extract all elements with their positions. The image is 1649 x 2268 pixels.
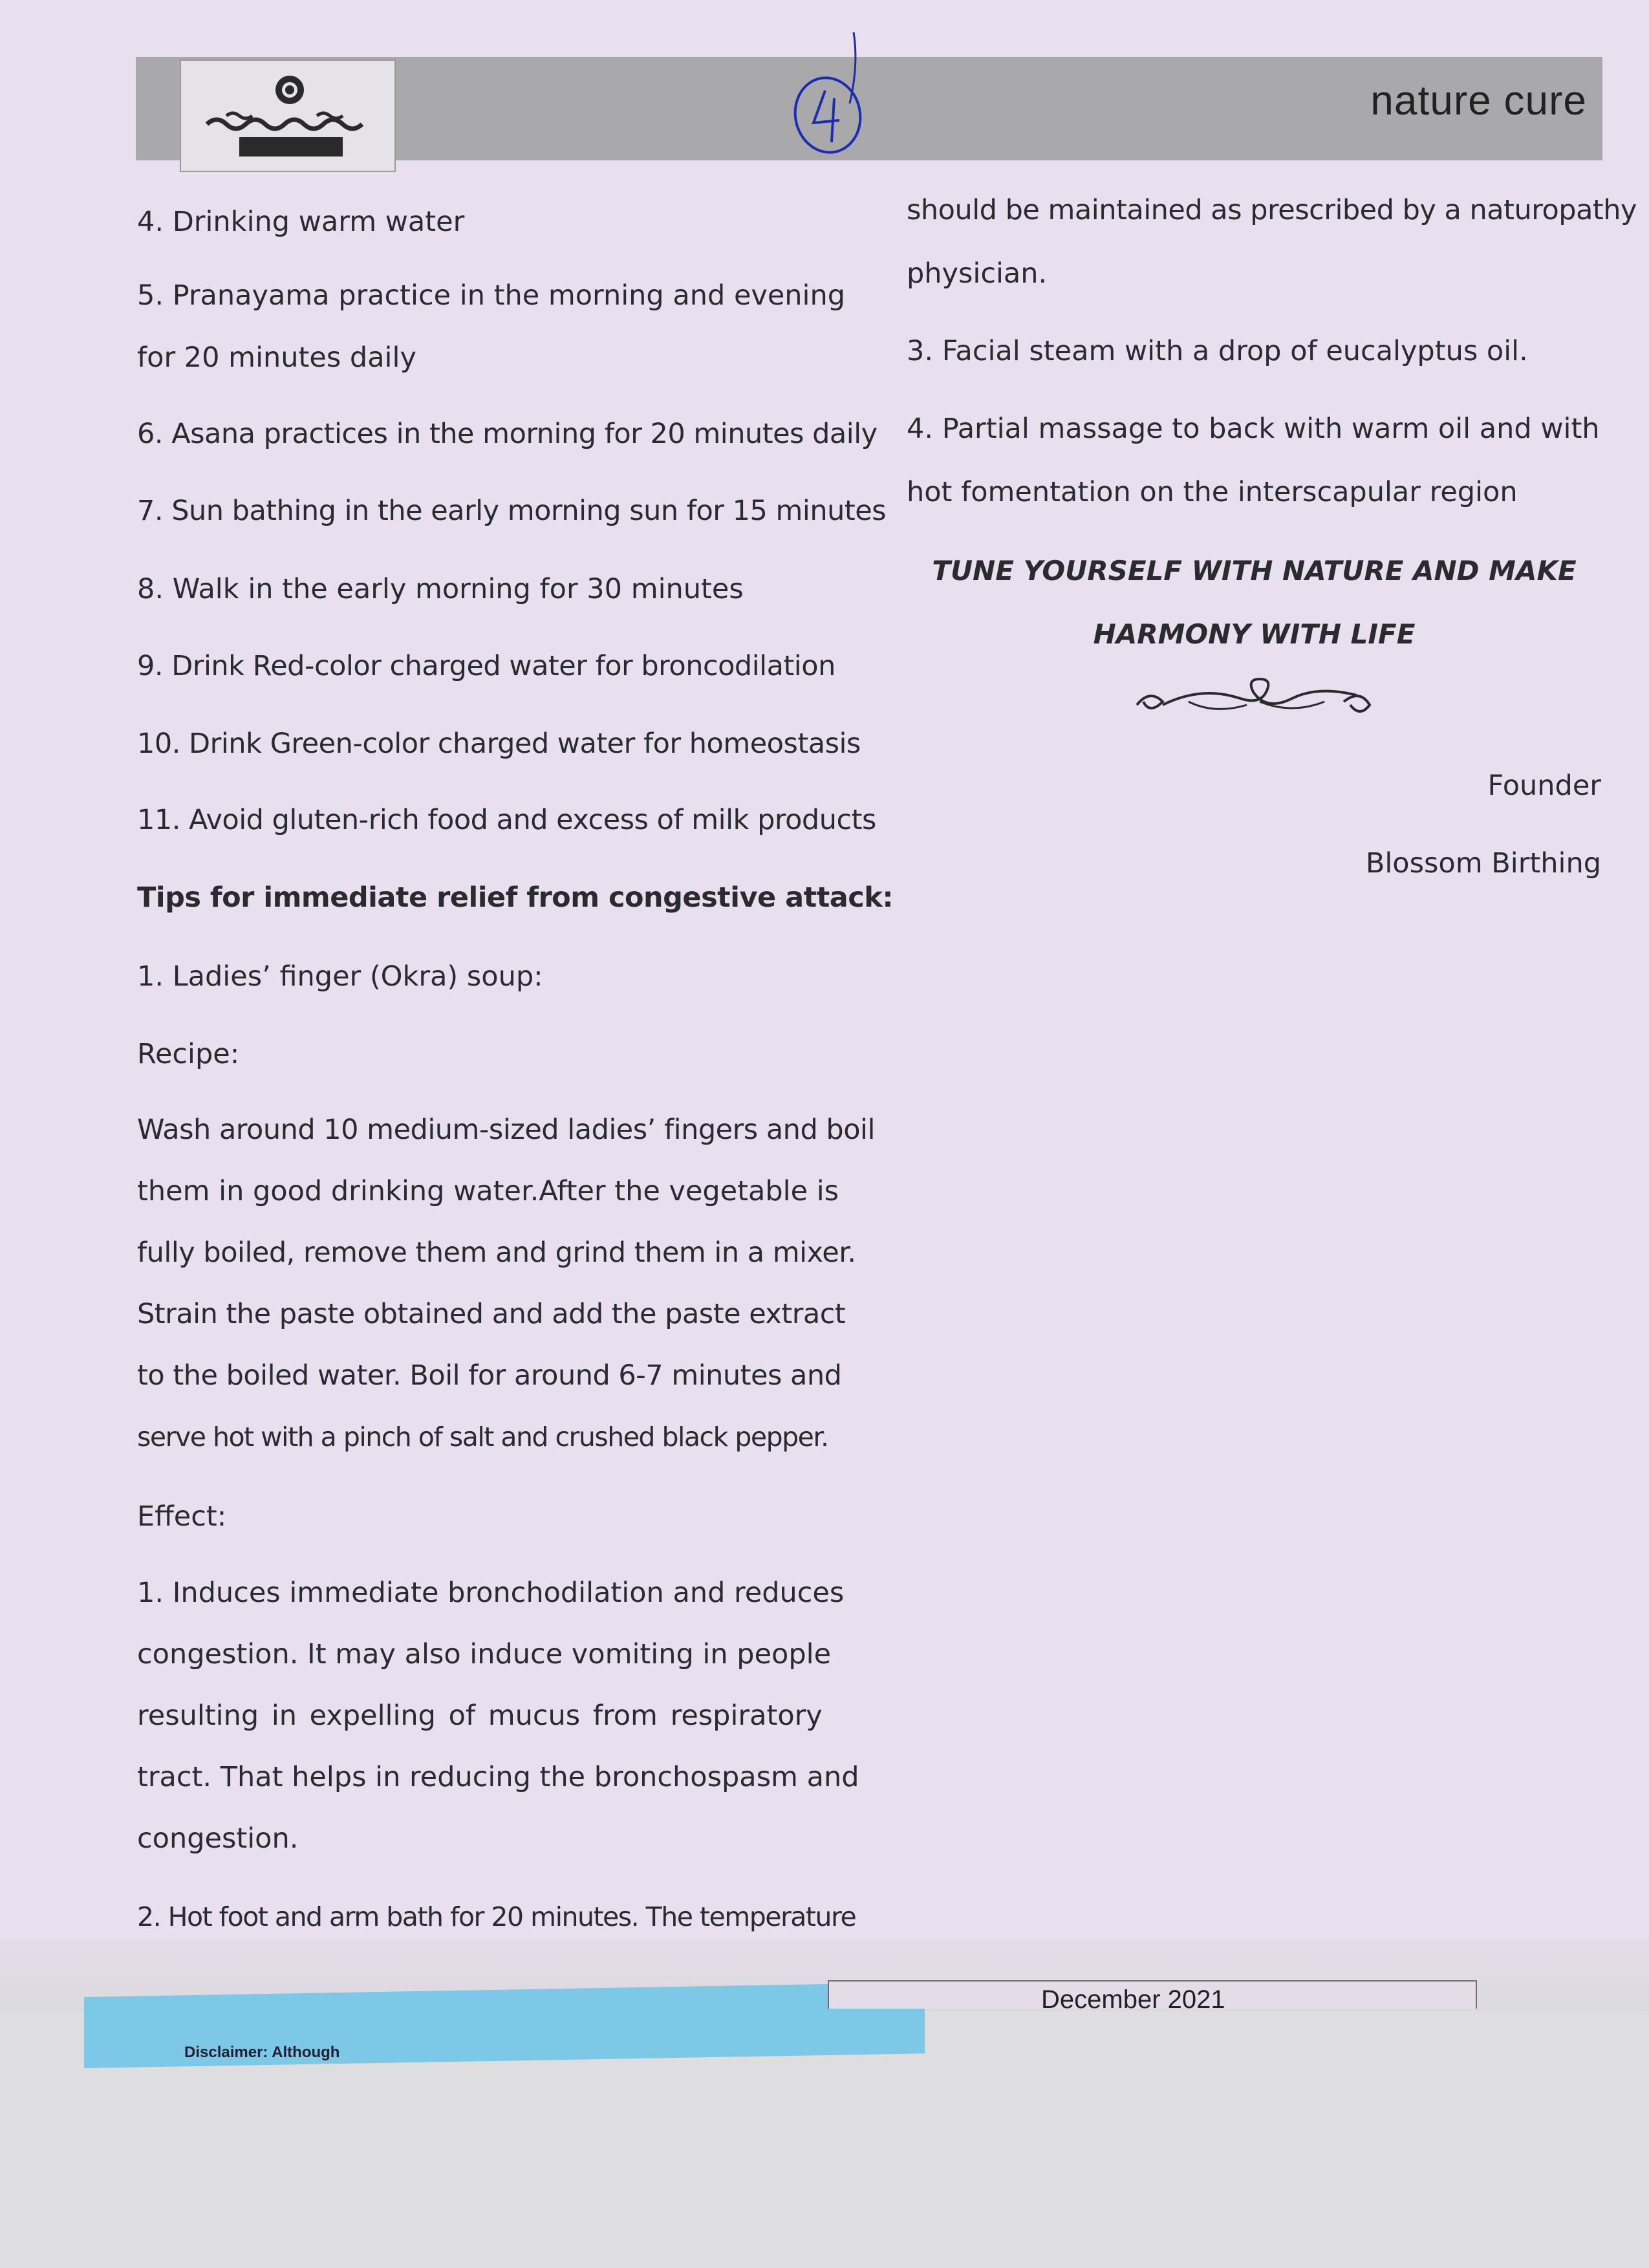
list-item: 4. Drinking warm water xyxy=(137,206,465,238)
list-item: 3. Facial steam with a drop of eucalyptus oil. xyxy=(907,335,1528,367)
list-item: 6. Asana practices in the morning for 20 minutes daily xyxy=(137,418,878,450)
list-item: 1. Ladies’ finger (Okra) soup: xyxy=(137,960,543,993)
list-item: 7. Sun bathing in the early morning sun for 15 minutes xyxy=(137,495,887,527)
list-item: 4. Partial massage to back with warm oil and with xyxy=(907,413,1600,445)
paragraph-line: congestion. It may also induce vomiting in people xyxy=(137,1638,832,1670)
paragraph-line: to the boiled water. Boil for around 6-7 minutes and xyxy=(137,1359,842,1392)
paragraph-line: them in good drinking water.After the vegetable is xyxy=(137,1175,839,1207)
paragraph-line: Strain the paste obtained and add the paste extract xyxy=(137,1298,846,1330)
handwritten-page-number xyxy=(788,26,872,155)
effect-label: Effect: xyxy=(137,1500,227,1533)
paragraph-line: physician. xyxy=(907,257,1048,290)
paragraph-line: Wash around 10 medium-sized ladies’ fingers and boil xyxy=(137,1114,875,1146)
paragraph-line: resulting in expelling of mucus from respiratory xyxy=(137,1700,823,1732)
list-item: 10. Drink Green-color charged water for homeostasis xyxy=(137,728,861,760)
paragraph-line: tract. That helps in reducing the bronchospasm and xyxy=(137,1761,859,1793)
recipe-label: Recipe: xyxy=(137,1038,240,1070)
list-item: 2. Hot foot and arm bath for 20 minutes. The temperature xyxy=(137,1901,856,1932)
disclaimer-fragment: Disclaimer: Although xyxy=(184,2044,340,2061)
magazine-logo xyxy=(180,59,396,172)
paragraph-line: should be maintained as prescribed by a naturopathy xyxy=(907,194,1637,226)
list-item: for 20 minutes daily xyxy=(137,341,416,374)
list-item: 11. Avoid gluten-rich food and excess of milk products xyxy=(137,804,876,836)
signature-org: Blossom Birthing xyxy=(1365,847,1601,880)
paragraph-line: hot fomentation on the interscapular region xyxy=(907,476,1518,508)
sun-waves-icon xyxy=(181,61,394,171)
paragraph-line: 1. Induces immediate bronchodilation and reduces xyxy=(137,1577,845,1609)
paragraph-line: serve hot with a pinch of salt and crushed black pepper. xyxy=(137,1421,828,1453)
paragraph-line: congestion. xyxy=(137,1822,299,1855)
list-item: 5. Pranayama practice in the morning and evening xyxy=(137,279,846,312)
paragraph-line: fully boiled, remove them and grind them in a mixer. xyxy=(137,1237,856,1269)
list-item: 9. Drink Red-color charged water for broncodilation xyxy=(137,650,835,682)
closing-line-1: TUNE YOURSELF WITH NATURE AND MAKE xyxy=(932,555,1577,587)
footer-date: December 2021 xyxy=(1041,1985,1225,2014)
ornament-flourish-icon xyxy=(1130,673,1376,731)
list-item: 8. Walk in the early morning for 30 minutes xyxy=(137,573,744,605)
section-title: nature cure xyxy=(1370,77,1587,124)
signature-role: Founder xyxy=(1487,770,1601,802)
tips-heading: Tips for immediate relief from congestive attack: xyxy=(137,881,894,914)
closing-line-2: HARMONY WITH LIFE xyxy=(1093,618,1416,650)
